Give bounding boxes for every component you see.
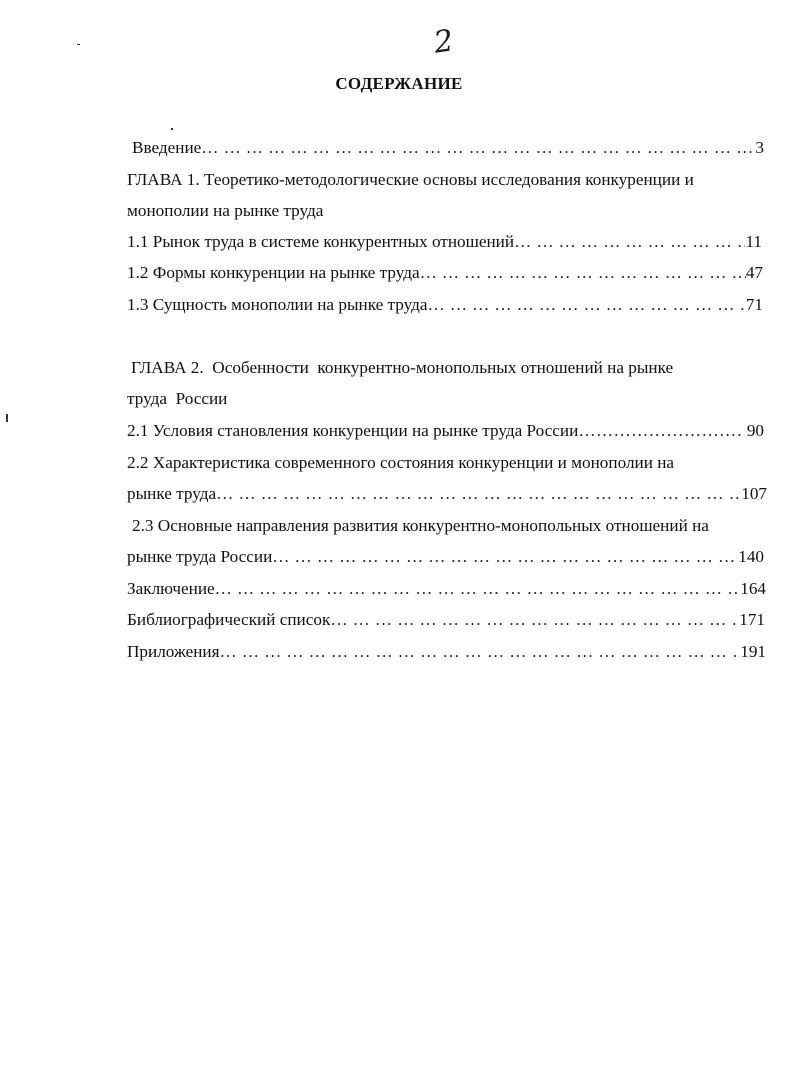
toc-entry-title: 1.1 Рынок труда в системе конкурентных отношений: [127, 232, 515, 251]
toc-entry-conclusion[interactable]: [127, 578, 766, 600]
toc-entry-title: 2.1 Условия становления конкуренции на рынке труда России: [127, 421, 579, 440]
toc-entry-page: 140: [738, 547, 764, 566]
toc-entry-title: Заключение: [127, 579, 215, 598]
toc-entry-page: 71: [745, 295, 763, 314]
toc-entry-bibliography[interactable]: [127, 609, 765, 631]
scan-speck: [77, 44, 80, 45]
toc-entry-page: 107: [741, 484, 767, 503]
toc-entry-2-2[interactable]: [127, 483, 767, 505]
toc-entry-page: 164: [740, 579, 766, 598]
leader-dots: [201, 137, 755, 159]
toc-entry-2-2-line[interactable]: 2.2 Характеристика современного состояния конкуренции и монополии на: [127, 453, 675, 472]
page-number: 2: [431, 23, 456, 61]
toc-entry-page: 90: [746, 421, 764, 440]
toc-entry-page: 47: [745, 263, 763, 282]
leader-dots: [428, 294, 746, 316]
toc-entry-title: Приложения: [127, 642, 220, 661]
leader-dots: [272, 546, 738, 568]
leader-dots: [514, 231, 745, 253]
toc-entry-1-3[interactable]: [127, 294, 763, 316]
leader-dots: [220, 641, 741, 663]
toc-entry-intro[interactable]: [132, 137, 764, 159]
toc-chapter-2-heading-cont: труда России: [127, 389, 228, 408]
scan-speck: [171, 128, 173, 130]
page-title-text: СОДЕРЖАНИЕ: [335, 74, 463, 93]
toc-entry-2-3-line[interactable]: 2.3 Основные направления развития конкурентно-монопольных отношений на: [132, 516, 709, 535]
toc-entry-page: 3: [755, 138, 764, 157]
toc-entry-page: 191: [740, 642, 766, 661]
page-title: [0, 74, 798, 94]
toc-chapter-1-heading-cont: монополии на рынке труда: [127, 201, 324, 220]
leader-dots: [330, 609, 739, 631]
toc-chapter-2-heading[interactable]: ГЛАВА 2. Особенности конкурентно-монопольных отношений на рынке: [131, 358, 674, 377]
leader-dots: [578, 420, 741, 442]
toc-entry-title: 1.2 Формы конкуренции на рынке труда: [127, 263, 420, 282]
toc-entry-1-1[interactable]: [127, 231, 762, 253]
scan-speck: [6, 414, 8, 422]
toc-entry-title: Библиографический список: [127, 610, 331, 629]
toc-entry-title: 1.3 Сущность монополии на рынке труда: [127, 295, 428, 314]
toc-entry-page: 11: [745, 232, 762, 251]
toc-entry-title: рынке труда: [127, 484, 217, 503]
toc-entry-title: рынке труда России: [127, 547, 273, 566]
leader-dots: [216, 483, 741, 505]
leader-dots: [215, 578, 741, 600]
toc-entry-2-3[interactable]: [127, 546, 764, 568]
toc-entry-2-1[interactable]: [127, 420, 764, 442]
toc-entry-appendices[interactable]: [127, 641, 766, 663]
toc-chapter-1-heading[interactable]: ГЛАВА 1. Теоретико-методологические основы исследования конкуренции и: [127, 170, 694, 189]
toc-entry-title: Введение: [132, 138, 202, 157]
toc-entry-1-2[interactable]: [127, 262, 763, 284]
leader-dots: [420, 262, 746, 284]
toc-entry-page: 171: [739, 610, 765, 629]
